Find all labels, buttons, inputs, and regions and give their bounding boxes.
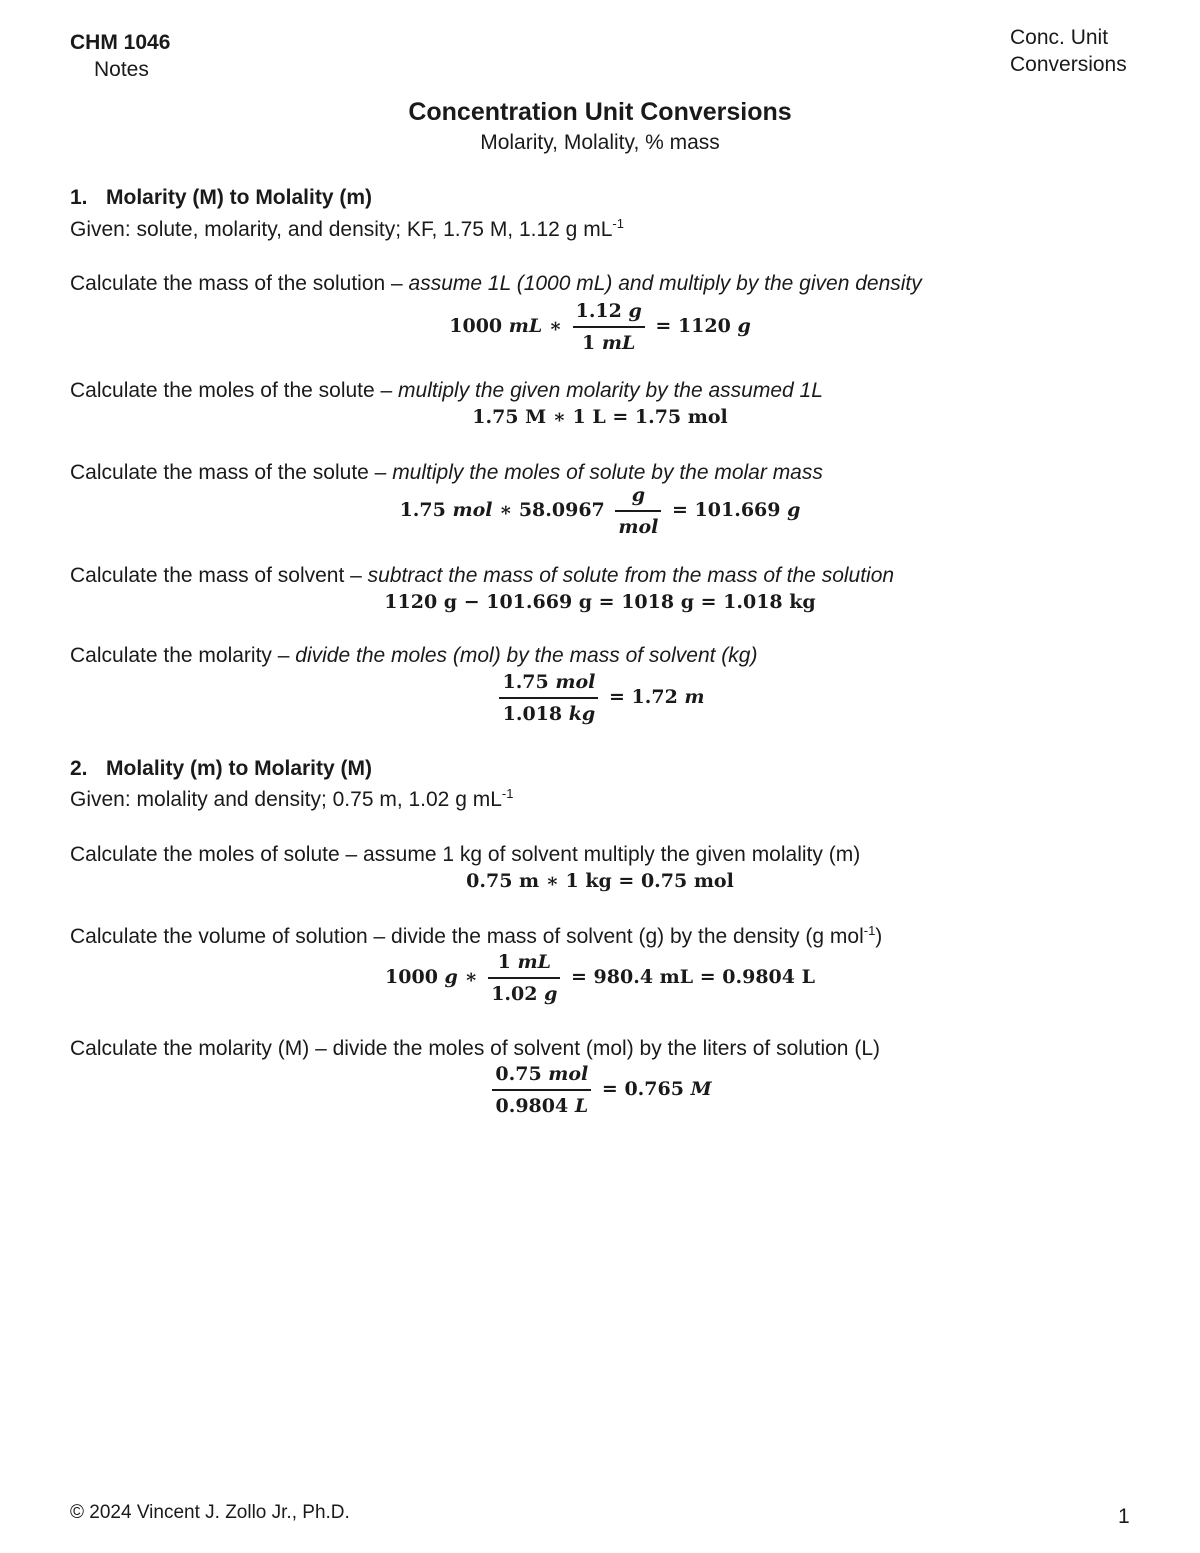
section-2-given xyxy=(70,788,513,812)
step-text: Calculate the mass of the solute – xyxy=(70,461,393,484)
s2-step2-equation xyxy=(0,947,1200,1009)
notes-label: Notes xyxy=(94,58,149,81)
eq-unit: m xyxy=(684,686,705,708)
eq-unit: mol xyxy=(555,671,596,693)
topic-line-1: Conc. Unit xyxy=(1010,26,1109,49)
s1-step4-instruction xyxy=(70,564,894,588)
page-number: 1 xyxy=(1118,1505,1130,1528)
eq-term: 1 xyxy=(497,951,518,973)
fraction-numerator xyxy=(573,296,645,326)
fraction xyxy=(499,667,598,729)
eq-term: = 1.72 xyxy=(608,686,685,708)
eq-unit: mL xyxy=(517,951,551,973)
eq-unit: kg xyxy=(568,703,596,725)
fraction-numerator xyxy=(499,667,598,697)
eq-unit: mol xyxy=(618,516,659,538)
fraction-numerator xyxy=(615,480,661,510)
fraction xyxy=(492,1059,591,1121)
step-hint: subtract the mass of solute from the mass of the solution xyxy=(367,564,895,587)
section-1-title: Molarity (M) to Molality (m) xyxy=(106,186,372,209)
step-text: Calculate the volume of solution – divide the mass of solvent (g) by the density (g mol xyxy=(70,925,864,948)
topic-line-2: Conversions xyxy=(1010,53,1127,76)
fraction-denominator xyxy=(499,697,598,729)
eq-term: 1 xyxy=(582,332,602,354)
page-subtitle: Molarity, Molality, % mass xyxy=(480,131,720,154)
step-text: Calculate the mass of the solution – xyxy=(70,272,409,295)
fraction-denominator xyxy=(488,977,560,1009)
fraction-numerator xyxy=(488,947,560,977)
eq-unit: g xyxy=(444,966,458,988)
fraction-denominator xyxy=(573,326,645,358)
fraction xyxy=(615,480,661,542)
copyright: © 2024 Vincent J. Zollo Jr., Ph.D. xyxy=(70,1502,350,1523)
eq-term: 1000 xyxy=(385,966,445,988)
eq-unit: M xyxy=(690,1078,712,1100)
eq-term: 1.018 xyxy=(502,703,569,725)
step-hint: multiply the given molarity by the assumed 1L xyxy=(398,379,823,402)
eq-unit: L xyxy=(574,1095,589,1117)
eq-term: = 1120 xyxy=(655,315,738,337)
s1-step1-equation xyxy=(0,296,1200,358)
s1-step3-equation xyxy=(0,480,1200,542)
given-text: Given: molality and density; 0.75 m, 1.02 g mL xyxy=(70,788,502,811)
eq-unit: g xyxy=(631,484,646,506)
given-superscript: -1 xyxy=(612,216,624,231)
eq-unit: g xyxy=(787,499,801,521)
fraction-denominator xyxy=(615,510,661,542)
step-hint: divide the moles (mol) by the mass of solvent (kg) xyxy=(295,644,758,667)
step-text: Calculate the moles of the solute – xyxy=(70,379,399,402)
fraction-numerator xyxy=(492,1059,591,1089)
eq-term: = 980.4 mL = 0.9804 L xyxy=(571,966,815,988)
eq-term: 0.9804 xyxy=(495,1095,575,1117)
eq-operator: ∗ xyxy=(542,315,562,337)
course-code: CHM 1046 xyxy=(70,31,171,54)
fraction-denominator xyxy=(492,1089,591,1121)
page-title: Concentration Unit Conversions xyxy=(408,98,792,126)
eq-term: 1.12 xyxy=(575,300,629,322)
eq-term: 1.75 xyxy=(502,671,556,693)
step-text: Calculate the mass of solvent – xyxy=(70,564,368,587)
eq-unit: g xyxy=(544,983,558,1005)
eq-operator: ∗ xyxy=(457,966,478,988)
s2-step1-equation: 0.75 m ∗ 1 kg = 0.75 mol xyxy=(466,870,734,892)
section-2-heading xyxy=(70,757,372,781)
s1-step5-equation xyxy=(0,667,1200,729)
given-text: Given: solute, molarity, and density; KF, 1.75 M, 1.12 g mL xyxy=(70,218,613,241)
fraction xyxy=(573,296,645,358)
section-2-number: 2. xyxy=(70,757,88,780)
step-hint: assume 1L (1000 mL) and multiply by the given density xyxy=(408,272,922,295)
s1-step2-instruction xyxy=(70,379,823,403)
s1-step5-instruction xyxy=(70,644,757,668)
s1-step1-instruction xyxy=(70,272,922,296)
s2-step2-instruction xyxy=(70,925,882,949)
eq-term: 1000 xyxy=(449,315,509,337)
eq-unit: mol xyxy=(452,499,493,521)
section-1-given xyxy=(70,218,624,242)
eq-term: ∗ 58.0967 xyxy=(492,499,605,521)
s2-step3-instruction: Calculate the molarity (M) – divide the moles of solvent (mol) by the liters of solution (L) xyxy=(70,1037,880,1060)
eq-term: 0.75 xyxy=(495,1063,549,1085)
s1-step2-equation: 1.75 M ∗ 1 L = 1.75 mol xyxy=(472,406,728,428)
eq-unit: mL xyxy=(601,332,636,354)
section-1-heading xyxy=(70,186,372,210)
header-left xyxy=(70,30,170,84)
eq-term: = 101.669 xyxy=(672,499,788,521)
section-2-title: Molality (m) to Molarity (M) xyxy=(106,757,372,780)
s1-step4-equation: 1120 g − 101.669 g = 1018 g = 1.018 kg xyxy=(384,591,816,613)
step-text-end: ) xyxy=(875,925,883,948)
step-superscript: -1 xyxy=(863,923,876,938)
eq-unit: mol xyxy=(548,1063,589,1085)
section-1-number: 1. xyxy=(70,186,88,209)
eq-term: 1.75 xyxy=(399,499,453,521)
step-text: Calculate the molarity – xyxy=(70,644,296,667)
s2-step1-instruction: Calculate the moles of solute – assume 1 kg of solvent multiply the given molality (m) xyxy=(70,843,861,866)
eq-unit: g xyxy=(628,300,642,322)
step-hint: multiply the moles of solute by the molar mass xyxy=(392,461,823,484)
s2-step3-equation xyxy=(0,1059,1200,1121)
given-superscript: -1 xyxy=(501,786,514,801)
header-right xyxy=(1010,24,1127,78)
eq-term: = 0.765 xyxy=(601,1078,691,1100)
eq-term: 1.02 xyxy=(491,983,545,1005)
eq-unit: g xyxy=(737,315,751,337)
fraction xyxy=(488,947,560,1009)
eq-unit: mL xyxy=(508,315,543,337)
